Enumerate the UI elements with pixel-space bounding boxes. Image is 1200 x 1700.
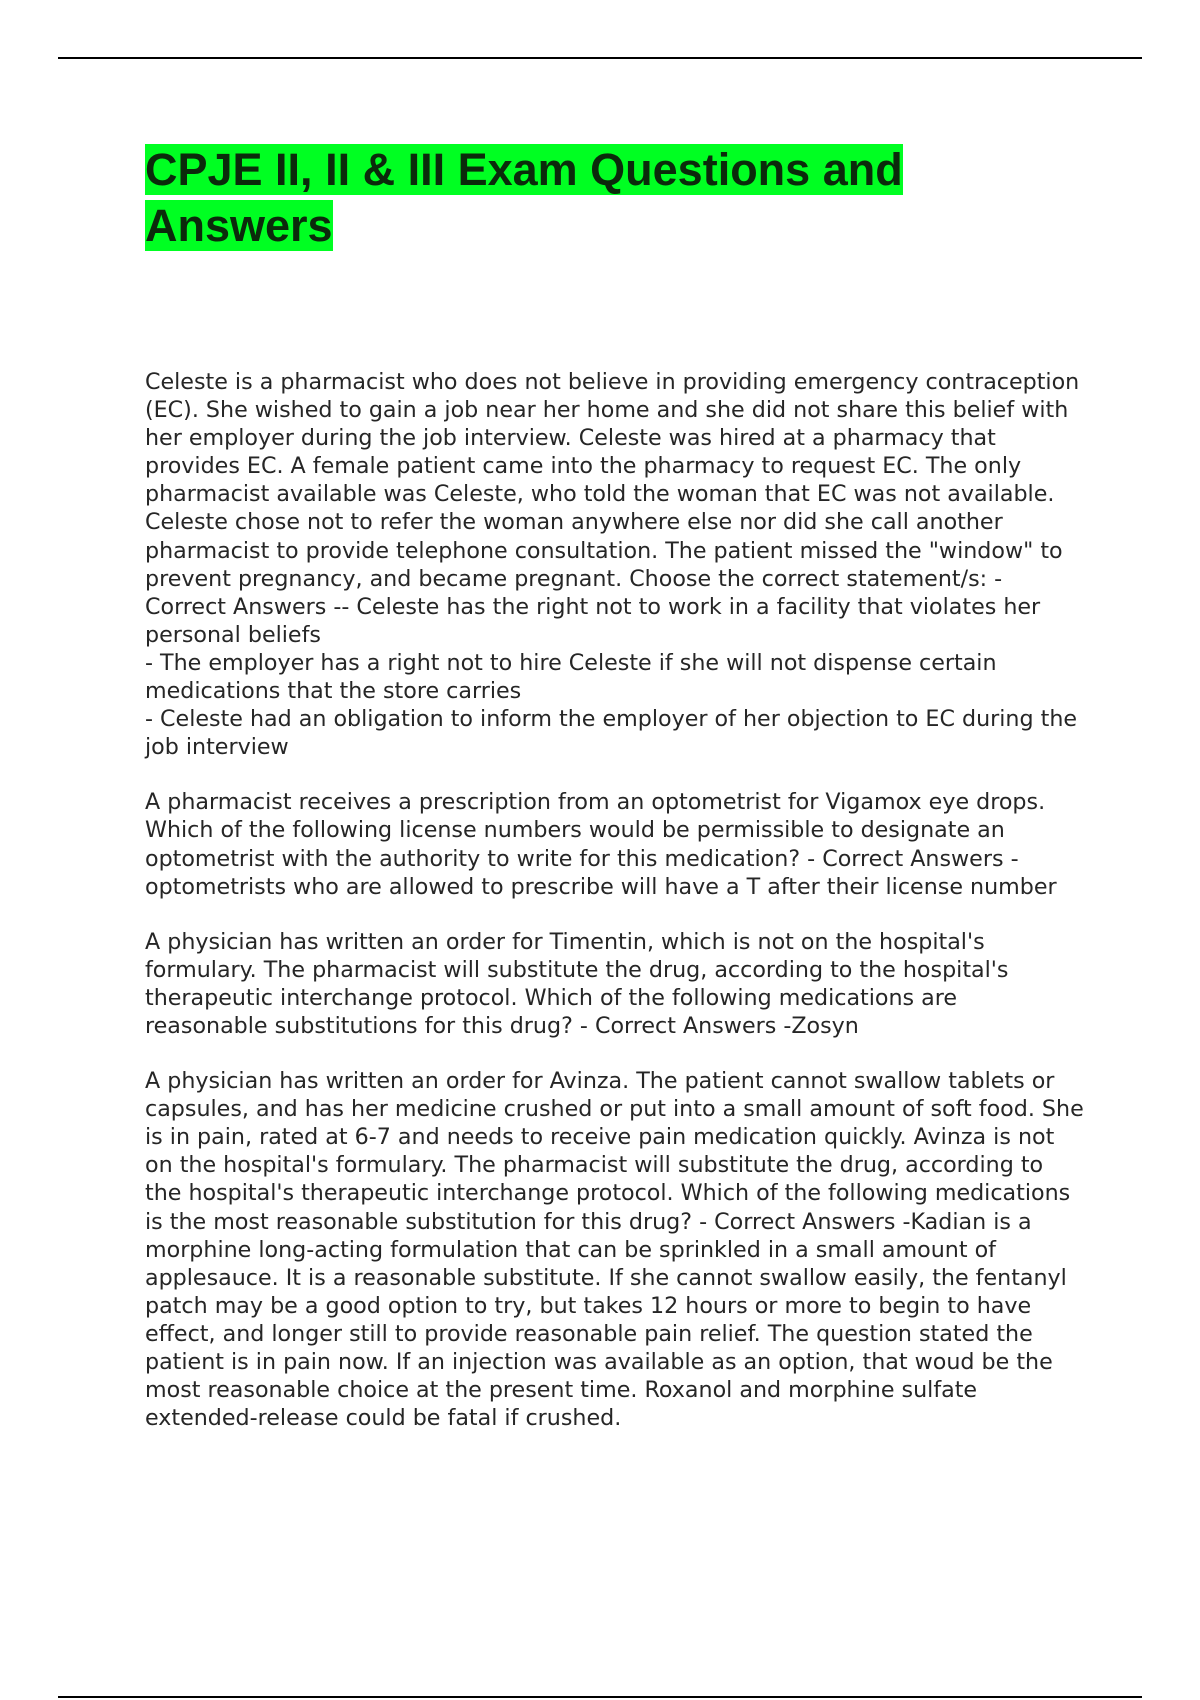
top-rule — [58, 57, 1142, 59]
bottom-rule — [58, 1696, 1142, 1698]
document-title-text: CPJE II, II & III Exam Questions and Answers — [145, 144, 903, 251]
qa-entry-2: A pharmacist receives a prescription from an optometrist for Vigamox eye drops. Which of the following license numbers would be permissible to designate an optometrist with the authority to write for this medication? - Correct Answers -optometrists who are allowed to prescribe will have a T after their license number — [145, 789, 1057, 900]
qa-entry-4: A physician has written an order for Avinza. The patient cannot swallow tablets or capsules, and has her medicine crushed or put into a small amount of soft food. She is in pain, rated at 6-7 and needs to receive pain medication quickly. Avinza is not on the hospital's formulary. The pharmacist will substitute the drug, according to the hospital's therapeutic interchange protocol. Which of the following medications is the most reasonable substitution for this drug? - Correct Answers -Kadian is a morphine long-acting formulation that can be sprinkled in a small amount of applesauce. It is a reasonable substitute. If she cannot swallow easily, the fentanyl patch may be a good option to try, but takes 12 hours or more to begin to have effect, and longer still to provide reasonable pain relief. The question stated the patient is in pain now. If an injection was available as an option, that woud be the most reasonable choice at the present time. Roxanol and morphine sulfate extended-release could be fatal if crushed. — [145, 1068, 1084, 1432]
qa-entry-1: Celeste is a pharmacist who does not believe in providing emergency contraception (EC). She wished to gain a job near her home and she did not share this belief with her employer during the job interview. Celeste was hired at a pharmacy that provides EC. A female patient came into the pharmacy to request EC. The only pharmacist available was Celeste, who told the woman that EC was not available. Celeste chose not to refer the woman anywhere else nor did she call another pharmacist to provide telephone consultation. The patient missed the "window" to prevent pregnancy, and became pregnant. Choose the correct statement/s: - Correct Answers -- Celeste has the right not to work in a facility that violates her personal beliefs - The employer has a right not to hire Celeste if she will not dispense certain medications that the store carries - Celeste had an obligation to inform the employer of her objection to EC during the job interview — [145, 369, 1080, 761]
qa-entry-3: A physician has written an order for Timentin, which is not on the hospital's formulary. The pharmacist will substitute the drug, according to the hospital's therapeutic interchange protocol. Which of the following medications are reasonable substitutions for this drug? - Correct Answers -Zosyn — [145, 928, 1009, 1039]
document-title — [145, 142, 975, 254]
qa-content — [145, 368, 1085, 1459]
